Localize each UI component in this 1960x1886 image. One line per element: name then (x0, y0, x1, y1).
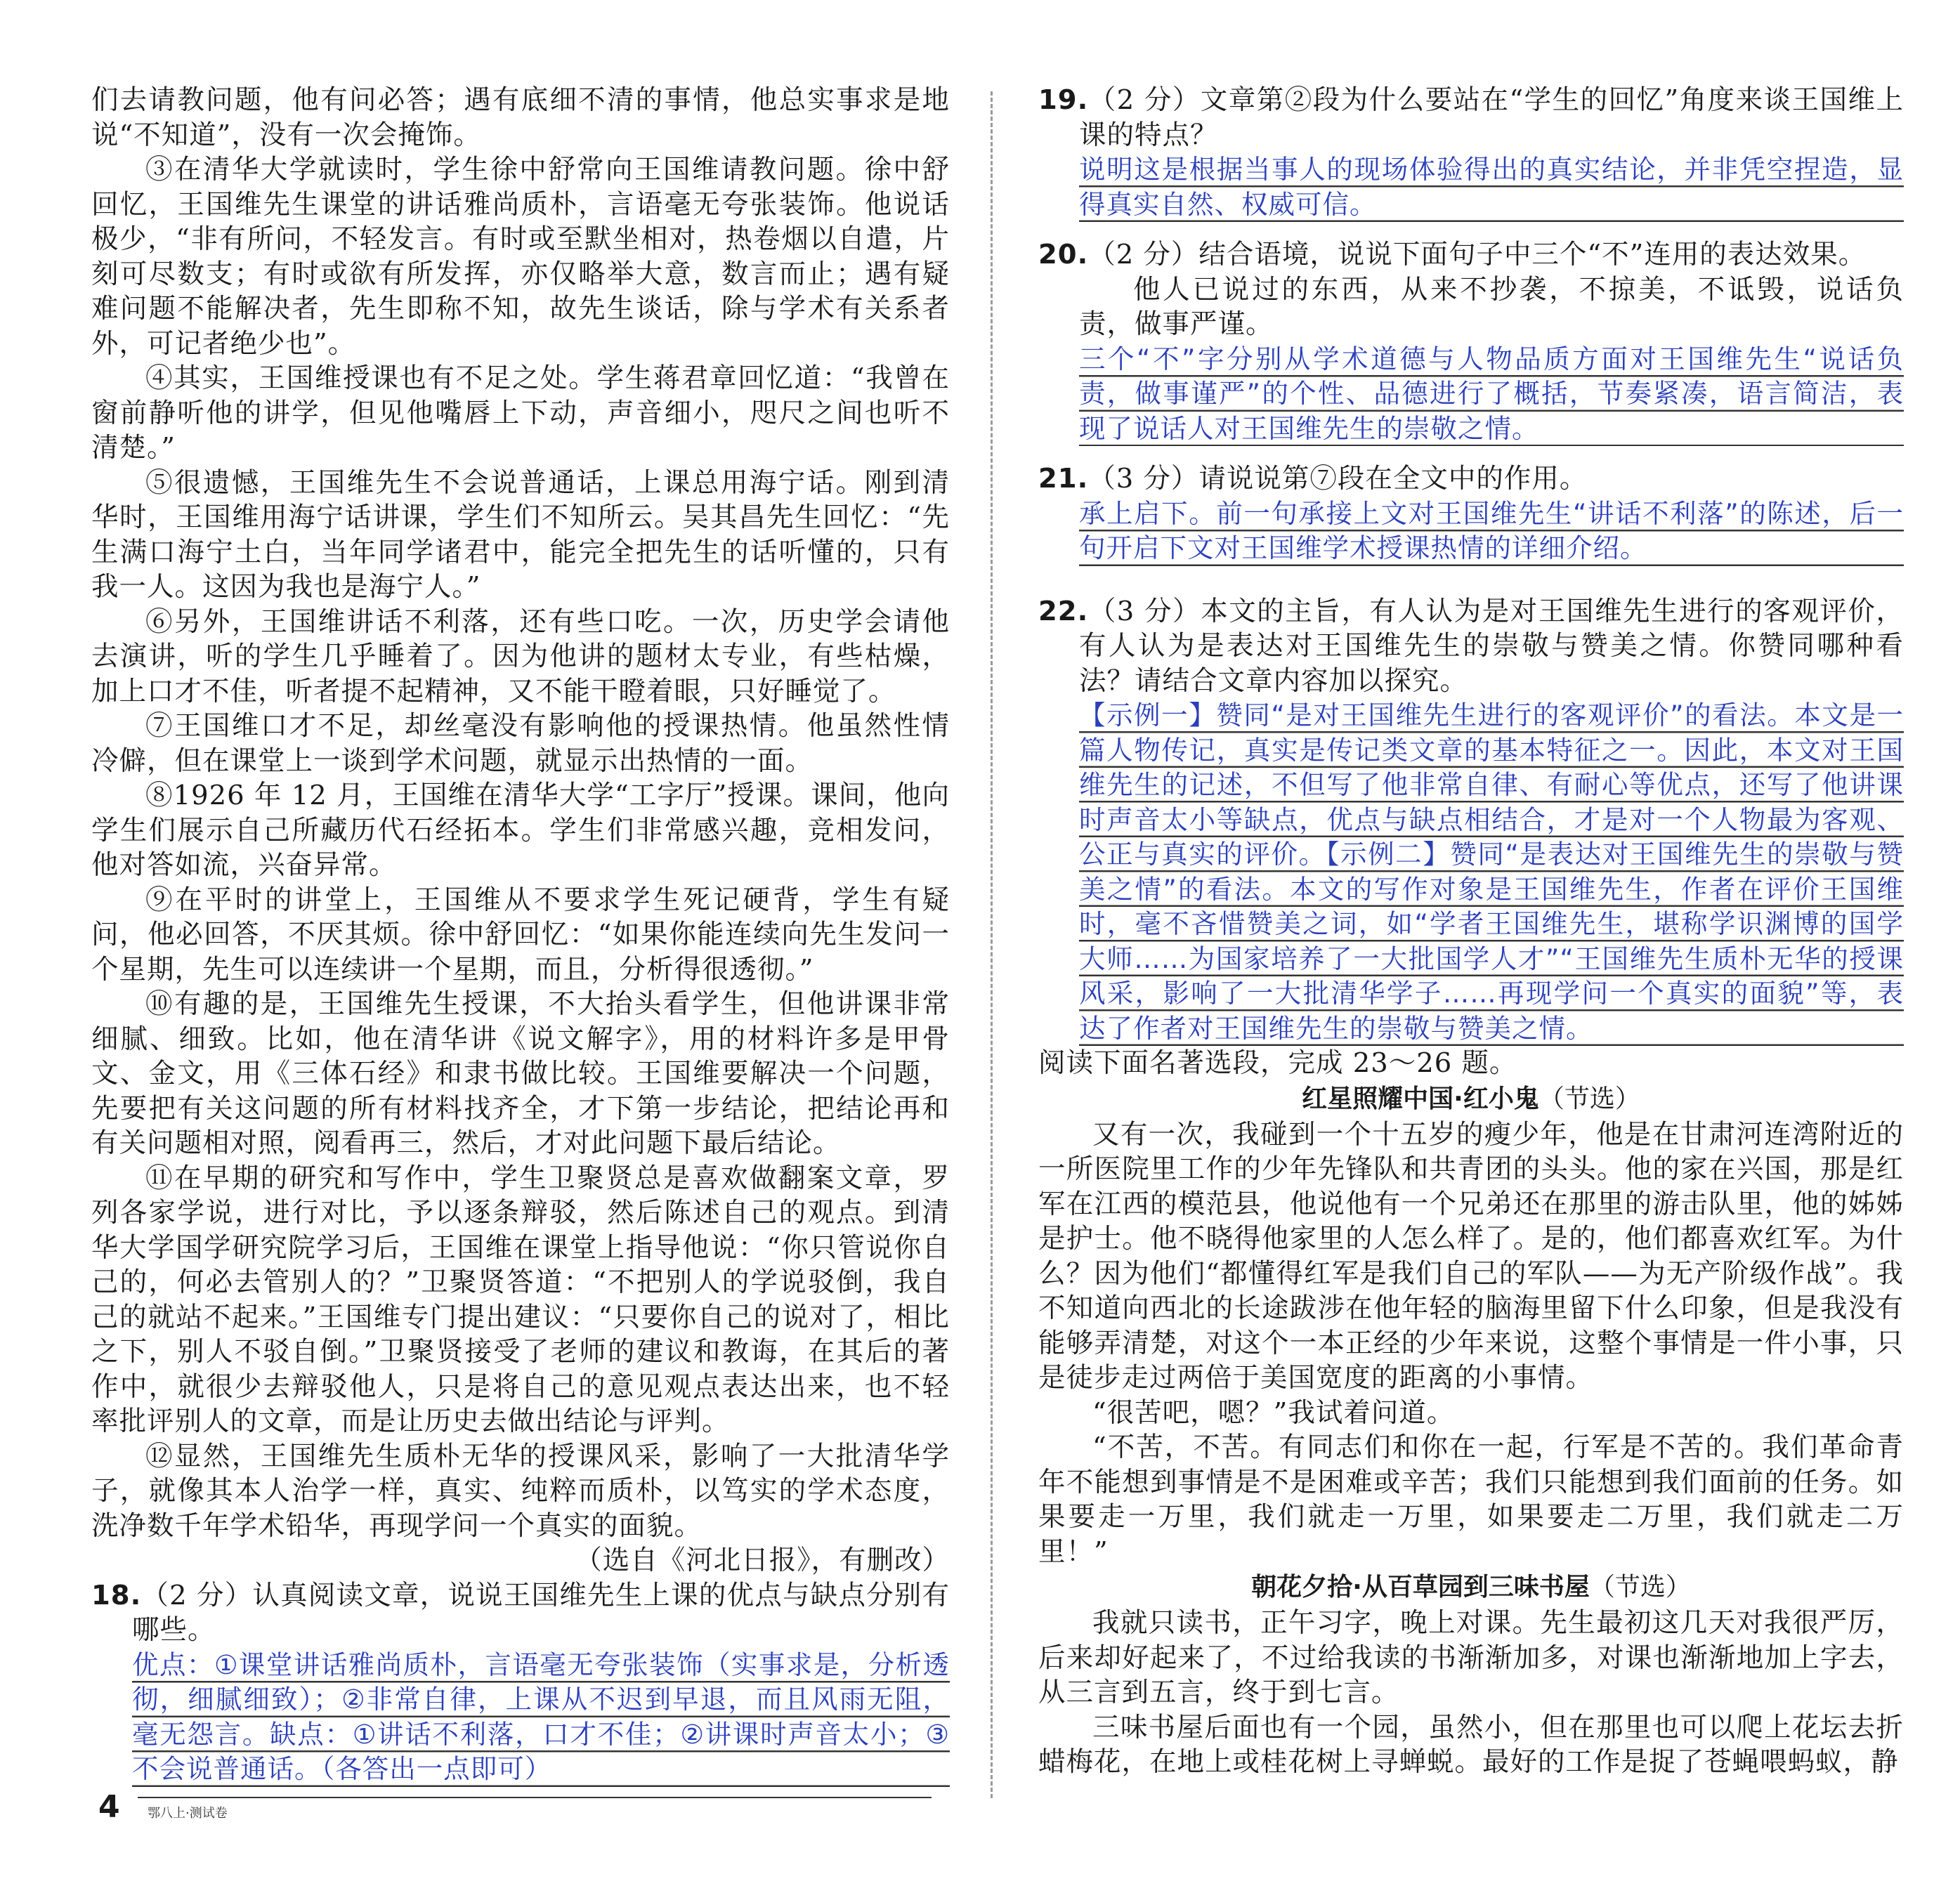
question-text: （3 分）请说说第⑦段在全文中的作用。 (1088, 463, 1588, 495)
excerpt-note: （节选） (1589, 1573, 1691, 1602)
footer-rule (138, 1797, 932, 1798)
answer-19: 说明这是根据当事人的现场体验得出的真实结论，并非凭空捏造，显得真实自然、权威可信。 (1079, 152, 1904, 222)
right-column (1038, 83, 1904, 1780)
footer-label: 鄂八上·测试卷 (148, 1806, 228, 1821)
paragraph-9: ⑨在平时的讲堂上，王国维从不要求学生死记硬背，学生有疑问，他必回答，不厌其烦。徐中舒回忆：“如果你能连续向先生发问一个星期，先生可以连续讲一个星期，而且，分析得很透彻。” (91, 884, 950, 985)
paragraph-12: ⑫显然，王国维先生质朴无华的授课风采，影响了一大批清华学子，就像其本人治学一样，真实、纯粹而质朴，以笃实的学术态度，洗净数千年学术铅华，再现学问一个真实的面貌。 (91, 1440, 950, 1542)
answer-18: 优点：①课堂讲话雅尚质朴，言语毫无夸张装饰（实事求是，分析透彻，细腻细致）；②非常自律，上课从不迟到早退，而且风雨无阻，毫无怨言。缺点：①讲话不利落，口才不佳；②讲课时声音太小；③不会说普通话。（各答出一点即可） (132, 1648, 950, 1787)
page-number: 4 (98, 1789, 120, 1825)
question-20 (1038, 237, 1904, 273)
book-title-text: 朝花夕拾·从百草园到三味书屋 (1251, 1573, 1590, 1602)
question-text: （2 分）结合语境，说说下面句子中三个“不”连用的表达效果。 (1088, 239, 1867, 270)
excerpt-paragraph: 三味书屋后面也有一个园，虽然小，但在那里也可以爬上花坛去折蜡梅花，在地上或桂花树上寻蝉蜕。最好的工作是捉了苍蝇喂蚂蚁，静 (1038, 1711, 1904, 1778)
question-19 (1038, 83, 1904, 152)
paragraph-6: ⑥另外，王国维讲话不利落，还有些口吃。一次，历史学会请他去演讲，听的学生几乎睡着了。因为他讲的题材太专业，有些枯燥，加上口才不佳，听者提不起精神，又不能干瞪着眼，只好睡觉了。 (91, 605, 950, 707)
excerpt-note: （节选） (1538, 1084, 1640, 1113)
question-number: 20. (1038, 239, 1089, 270)
column-divider (991, 91, 993, 1798)
book-title-morning-flowers (1038, 1569, 1904, 1606)
answer-21: 承上启下。前一句承接上文对王国维先生“讲话不利落”的陈述，后一句开启下文对王国维学术授课热情的详细介绍。 (1079, 497, 1904, 566)
question-21 (1038, 461, 1904, 497)
quoted-sentence: 他人已说过的东西，从来不抄袭，不掠美，不诋毁，说话负责，做事严谨。 (1079, 273, 1904, 340)
question-22 (1038, 594, 1904, 699)
answer-22: 【示例一】赞同“是对王国维先生进行的客观评价”的看法。本文是一篇人物传记，真实是传记类文章的基本特征之一。因此，本文对王国维先生的记述，不但写了他非常自律、有耐心等优点，还写了他讲课时声音太小等缺点，优点与缺点相结合，才是对一个人物最为客观、公正与真实的评价。【示例二】赞同“是表达对王国维先生的崇敬与赞美之情”的看法。本文的写作对象是王国维先生，作者在评价王国维时，毫不吝惜赞美之词，如“学者王国维先生，堪称学识渊博的国学大师……为国家培养了一大批国学人才”“王国维先生质朴无华的授课风采，影响了一大批清华学子……再现学问一个真实的面貌”等，表达了作者对王国维先生的崇敬与赞美之情。 (1079, 698, 1904, 1046)
left-column (91, 83, 950, 1787)
source-note: （选自《河北日报》，有删改） (575, 1545, 950, 1576)
excerpt-paragraph: 又有一次，我碰到一个十五岁的瘦少年，他是在甘肃河连湾附近的一所医院里工作的少年先锋队和共青团的头头。他的家在兴国，那是红军在江西的模范县，他说他有一个兄弟还在那里的游击队里，他的姊姊是护士。他不晓得他家里的人怎么样了。是的，他们都喜欢红军。为什么？因为他们“都懂得红军是我们自己的军队——为无产阶级作战”。我不知道向西北的长途跋涉在他年轻的脑海里留下什么印象，但是我没有能够弄清楚，对这个一本正经的少年来说，这整个事情是一件小事，只是徒步走过两倍于美国宽度的距离的小事情。 (1038, 1118, 1904, 1394)
reading-intro: 阅读下面名著选段，完成 23～26 题。 (1038, 1047, 1517, 1079)
excerpt-paragraph: 我就只读书，正午习字，晚上对课。先生最初这几天对我很严厉，后来却好起来了，不过给我读的书渐渐加多，对课也渐渐地加上字去，从三言到五言，终于到七言。 (1038, 1607, 1904, 1708)
spacer (1038, 446, 1904, 461)
paragraph-11: ⑪在早期的研究和写作中，学生卫聚贤总是喜欢做翻案文章，罗列各家学说，进行对比，予以逐条辩驳，然后陈述自己的观点。到清华大学国学研究院学习后，王国维在课堂上指导他说：“你只管说你自己的，何必去管别人的？”卫聚贤答道：“不把别人的学说驳倒，我自己的就站不起来。”王国维专门提出建议：“只要你自己的说对了，相比之下，别人不驳自倒。”卫聚贤接受了老师的建议和教诲，在其后的著作中，就很少去辩驳他人，只是将自己的意见观点表达出来，也不轻率批评别人的文章，而是让历史去做出结论与评判。 (91, 1162, 950, 1437)
question-number: 19. (1038, 84, 1089, 116)
excerpt-paragraph: “很苦吧，嗯？”我试着问道。 (1092, 1396, 1455, 1429)
book-title-red-star (1038, 1081, 1904, 1118)
excerpt-paragraph: “不苦，不苦。有同志们和你在一起，行军是不苦的。我们革命青年不能想到事情是不是困难或辛苦；我们只能想到我们面前的任务。如果要走一万里，我们就走一万里，如果要走二万里，我们就走二万里！” (1038, 1432, 1904, 1568)
paragraph-5: ⑤很遗憾，王国维先生不会说普通话，上课总用海宁话。刚到清华时，王国维用海宁话讲课，学生们不知所云。吴其昌先生回忆：“先生满口海宁土白，当年同学诸君中，能完全把先生的话听懂的，只有我一人。这因为我也是海宁人。” (91, 466, 950, 603)
spacer (1038, 222, 1904, 237)
paragraph-8: ⑧1926 年 12 月，王国维在清华大学“工字厅”授课。课间，他向学生们展示自己所藏历代石经拓本。学生们非常感兴趣，竞相发问，他对答如流，兴奋异常。 (91, 780, 950, 881)
question-text: （2 分）认真阅读文章，说说王国维先生上课的优点与缺点分别有哪些。 (132, 1579, 950, 1646)
paragraph-10: ⑩有趣的是，王国维先生授课，不大抬头看学生，但他讲课非常细腻、细致。比如，他在清华讲《说文解字》，用的材料许多是甲骨文、金文，用《三体石经》和隶书做比较。王国维要解决一个问题，先要把有关这问题的所有材料找齐全，才下第一步结论，把结论再和有关问题相对照，阅看再三，然后，才对此问题下最后结论。 (91, 988, 950, 1159)
question-number: 21. (1038, 463, 1089, 495)
question-number: 22. (1038, 595, 1089, 627)
paragraph-7: ⑦王国维口才不足，却丝毫没有影响他的授课热情。他虽然性情冷僻，但在课堂上一谈到学术问题，就显示出热情的一面。 (91, 710, 950, 777)
answer-20: 三个“不”字分别从学术道德与人物品质方面对王国维先生“说话负责，做事谨严”的个性、品德进行了概括，节奏紧凑，语言简洁，表现了说话人对王国维先生的崇敬之情。 (1079, 342, 1904, 447)
paragraph-3: ③在清华大学就读时，学生徐中舒常向王国维请教问题。徐中舒回忆，王国维先生课堂的讲话雅尚质朴，言语毫无夸张装饰。他说话极少，“非有所问，不轻发言。有时或至默坐相对，热卷烟以自遣，片刻可尽数支；有时或欲有所发挥，亦仅略举大意，数言而止；遇有疑难问题不能解决者，先生即称不知，故先生谈话，除与学术有关系者外，可记者绝少也”。 (91, 154, 950, 360)
question-text: （3 分）本文的主旨，有人认为是对王国维先生进行的客观评价，有人认为是表达对王国维先生的崇敬与赞美之情。你赞同哪种看法？请结合文章内容加以探究。 (1079, 595, 1904, 697)
paragraph-continuation: 们去请教问题，他有问必答；遇有底细不清的事情，他总实事求是地说“不知道”，没有一次会掩饰。 (91, 84, 950, 151)
question-18 (91, 1578, 950, 1648)
book-title-text: 红星照耀中国·红小鬼 (1302, 1084, 1539, 1113)
spacer (1038, 566, 1904, 594)
paragraph-4: ④其实，王国维授课也有不足之处。学生蒋君章回忆道：“我曾在窗前静听他的讲学，但见他嘴唇上下动，声音细小，咫尺之间也听不清楚。” (91, 362, 950, 464)
question-text: （2 分）文章第②段为什么要站在“学生的回忆”角度来谈王国维上课的特点？ (1079, 84, 1904, 151)
question-number: 18. (91, 1579, 142, 1611)
